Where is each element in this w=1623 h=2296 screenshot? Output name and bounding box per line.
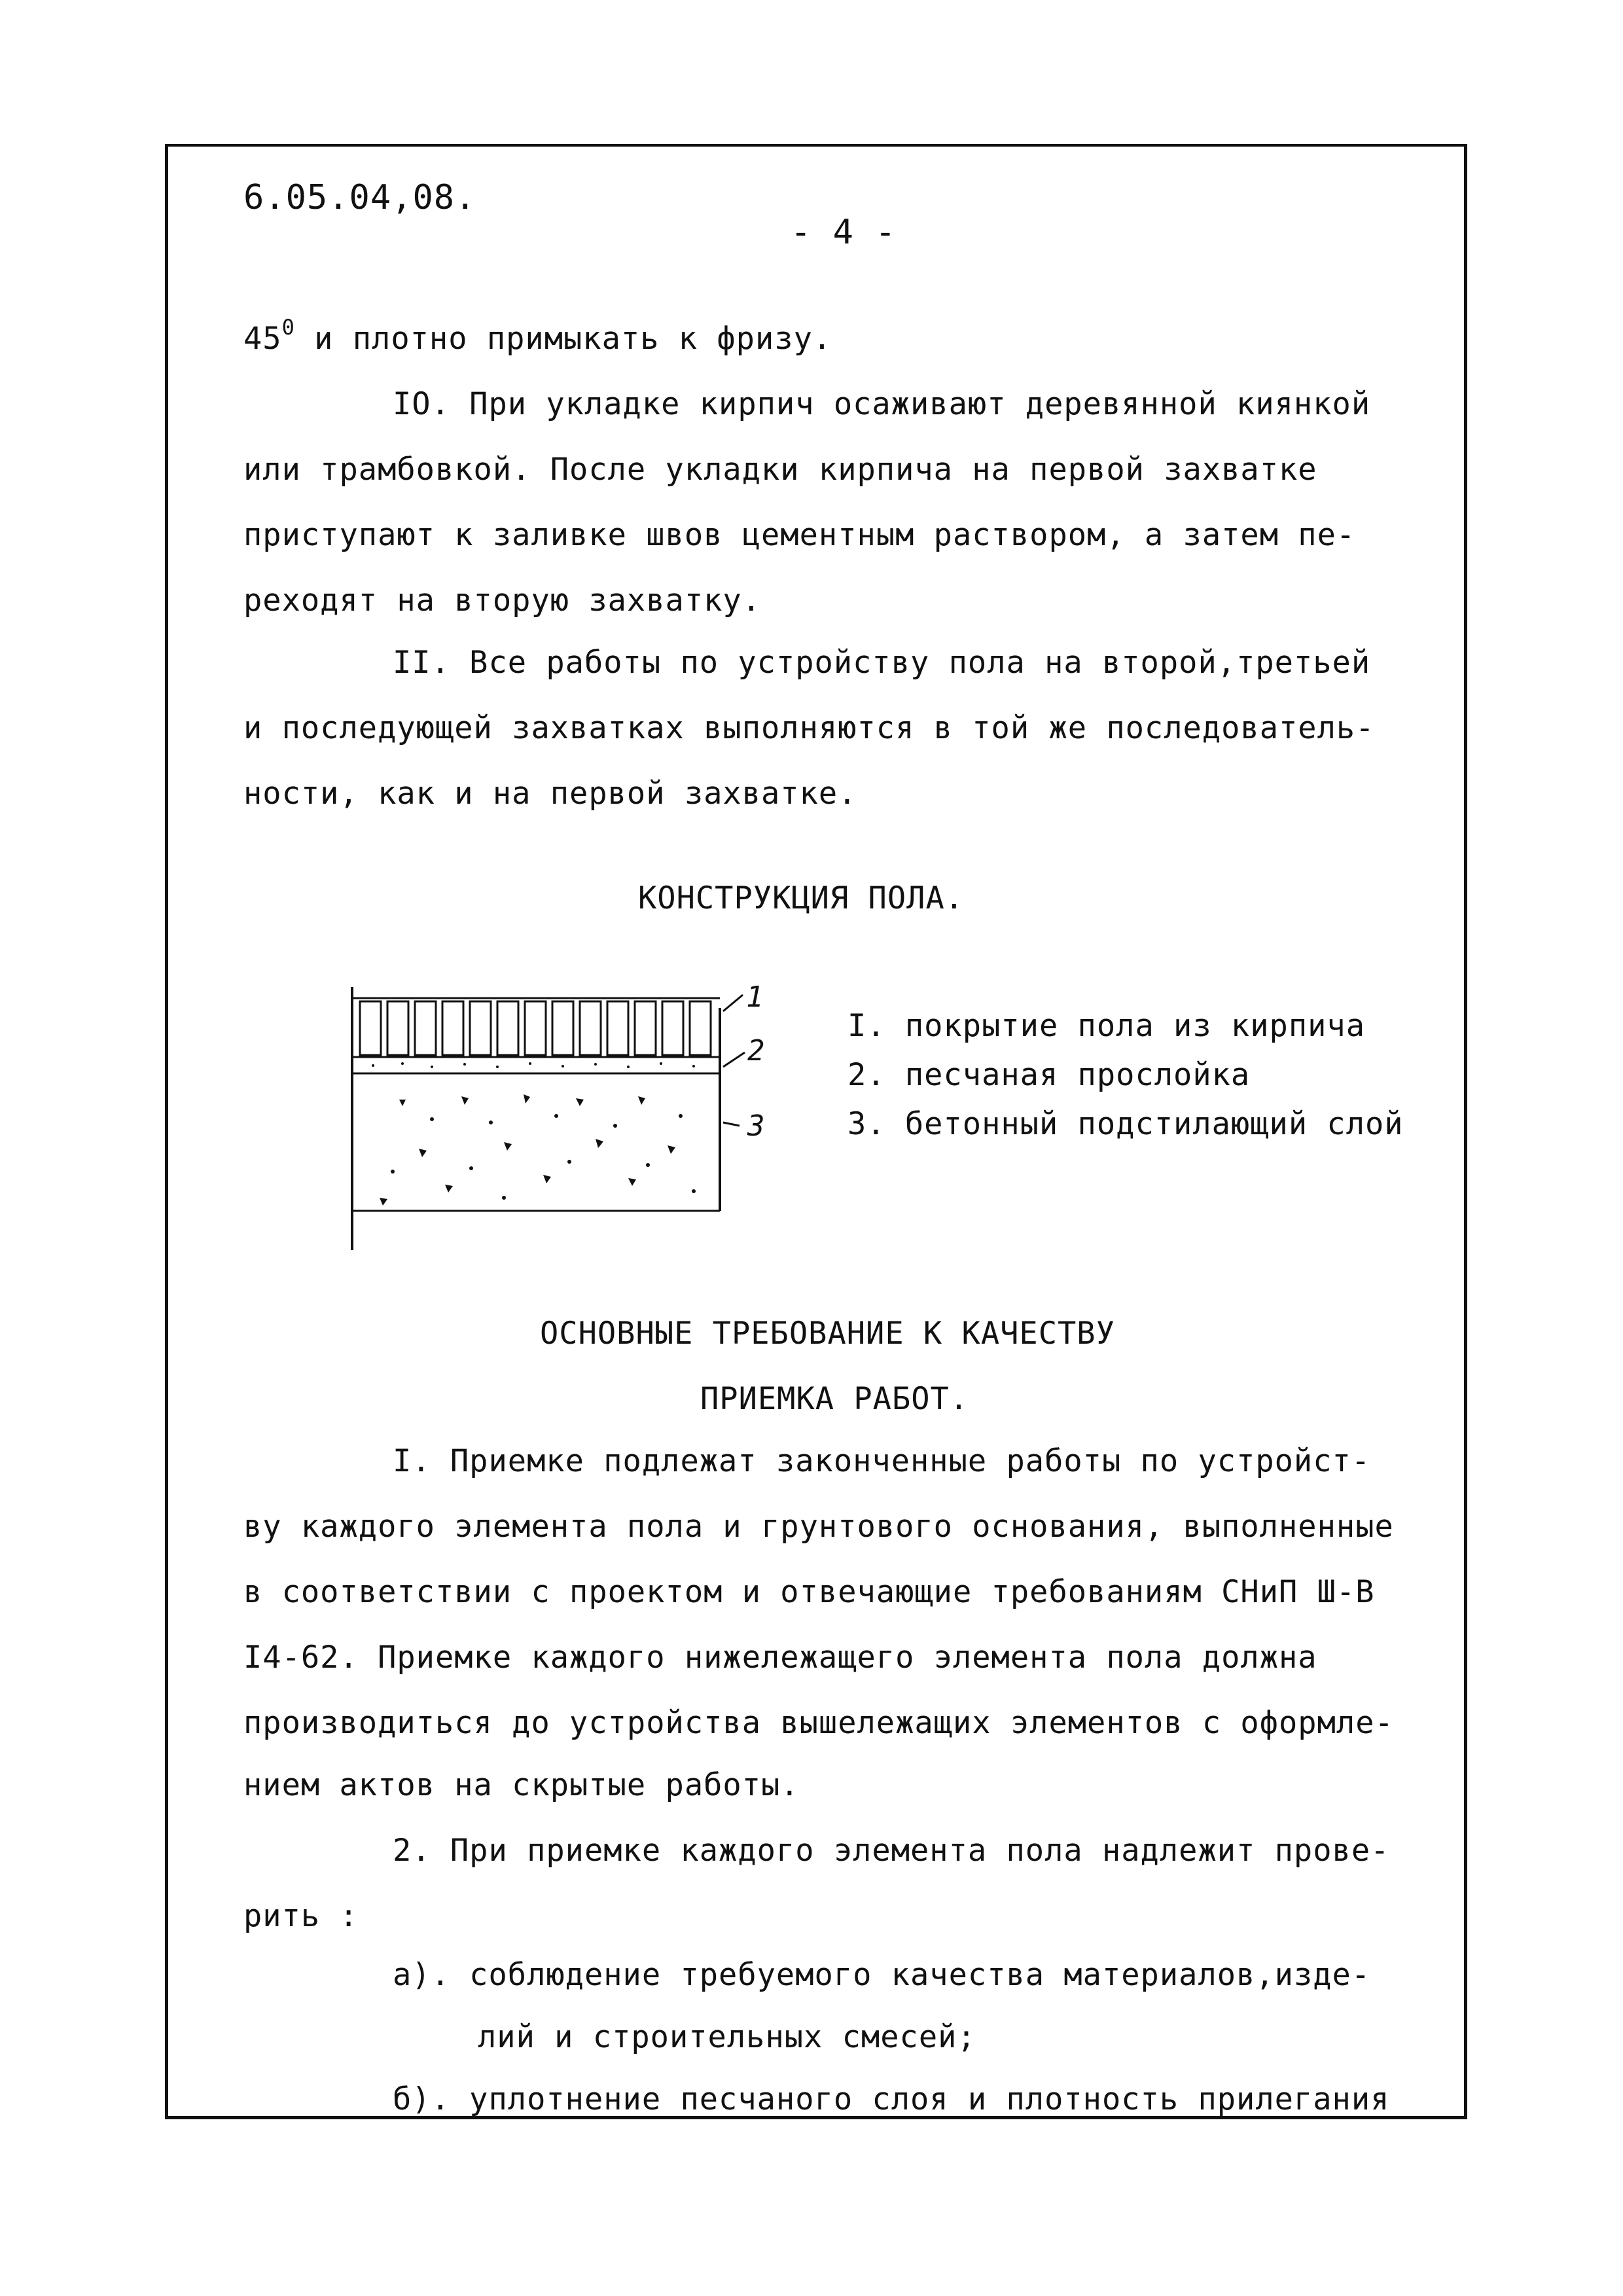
paragraph-10-line: реходят на вторую захватку. [243, 583, 762, 619]
legend-item: I. покрытие пола из кирпича [847, 1008, 1366, 1044]
paragraph-line: рить : [243, 1898, 359, 1934]
paragraph-10-line: или трамбовкой. После укладки кирпича на первой захватке [243, 452, 1317, 488]
callout-2: 2 [747, 1034, 765, 1067]
callout-1: 1 [746, 982, 764, 1014]
paragraph-11-line: и последующей захватках выполняются в той же последователь- [243, 710, 1375, 746]
callout-3: 3 [747, 1109, 765, 1143]
concrete-layer [352, 1094, 720, 1211]
paragraph-10-line: IO. При укладке кирпич осаживают деревянной киянкой [393, 386, 1371, 422]
list-item-a-continued: лий и строительных смесей; [478, 2019, 976, 2055]
list-item-b: б). уплотнение песчаного слоя и плотность прилегания [393, 2081, 1390, 2117]
text-line: $45^0$ и плотно примыкать к фризу. [243, 315, 832, 357]
paragraph-line: в соответствии с проектом и отвечающие требованиям СНиП Ш-В [243, 1574, 1375, 1610]
legend-item: 3. бетонный подстилающий слой [847, 1106, 1404, 1142]
floor-construction-diagram [340, 982, 785, 1257]
paragraph-10-line: приступают к заливке швов цементным раствором, а затем пе- [243, 517, 1356, 553]
paragraph-line: 2. При приемке каждого элемента пола надлежит прове- [393, 1833, 1390, 1869]
paragraph-line: I. Приемке подлежат законченные работы по устройст- [393, 1443, 1371, 1479]
section-subtitle: ПРИЕМКА РАБОТ. [700, 1381, 969, 1417]
page-number: - 4 - [791, 213, 897, 252]
callout-leaders [723, 995, 745, 1126]
paragraph-11-line: ности, как и на первой захватке. [243, 776, 857, 812]
paragraph-11-line: II. Все работы по устройству пола на второй,третьей [393, 645, 1371, 681]
paragraph-line: производиться до устройства вышележащих элементов с оформле- [243, 1705, 1394, 1741]
paragraph-line: ву каждого элемента пола и грунтового основания, выполненные [243, 1509, 1394, 1545]
document-code: 6.05.04,08. [243, 178, 476, 217]
list-item-a: а). соблюдение требуемого качества материалов,изде- [393, 1957, 1371, 1993]
brick-layer [352, 998, 720, 1057]
sand-layer [352, 1062, 720, 1073]
section-title: ОСНОВНЫЕ ТРЕБОВАНИЕ К КАЧЕСТВУ [540, 1316, 1115, 1352]
paragraph-line: I4-62. Приемке каждого нижележащего элемента пола должна [243, 1640, 1317, 1676]
legend-item: 2. песчаная прослойка [847, 1057, 1251, 1093]
figure-title: КОНСТРУКЦИЯ ПОЛА. [638, 880, 965, 916]
paragraph-line: нием актов на скрытые работы. [243, 1767, 800, 1803]
